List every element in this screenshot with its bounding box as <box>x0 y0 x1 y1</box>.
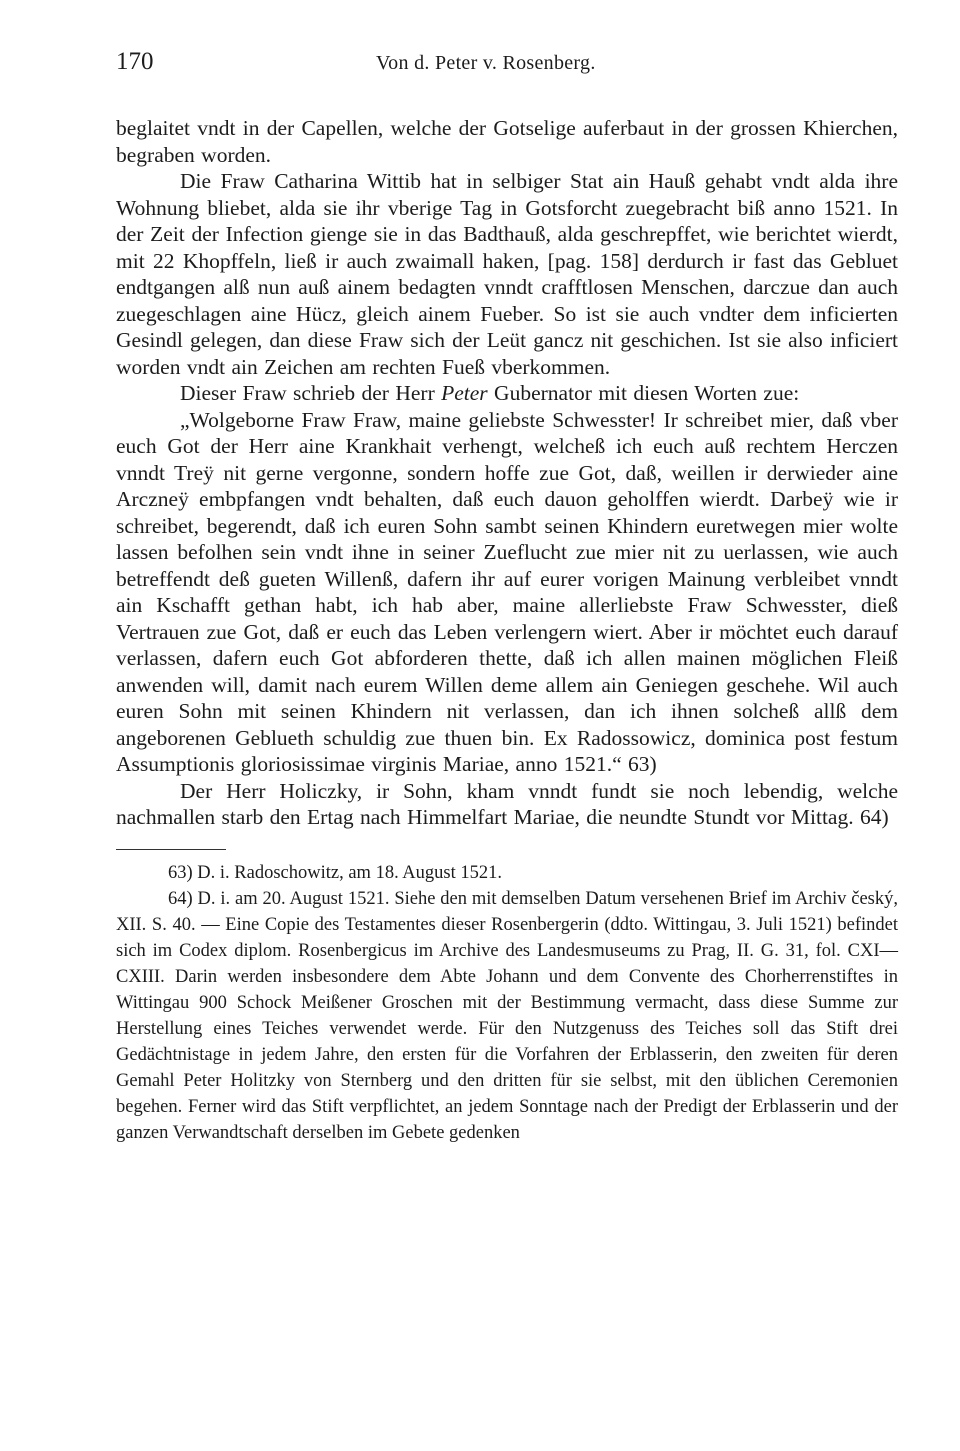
paragraph-letter: „Wolgeborne Fraw Fraw, maine geliebste Schwesster! Ir schreibet mier, daß vber euch Got der Herr aine Krankhait verhengt, welcheß ich euch auß rechtem Herczen vnndt Treÿ nit gerne vergonne, sondern hoffe zue Got, daß, weillen ir derwieder aine Arczneÿ embpfangen vndt behalten, daß euch dauon geholffen wierdt. Darbeÿ wie ir schreibet, begerendt, daß ich euren Sohn sambt seinen Khindern euretwegen mier wolte lassen befolhen sein vndt ihne in seiner Zueflucht zue mier nit zu uerlassen, wie auch betreffendt deß gueten Willenß, dafern ihr auf eurer vorigen Mainung verbleibet vnndt ain Kschafft gethan habt, ich hab aber, maine allerliebste Fraw Schwesster, dieß Vertrauen zue Got, daß er euch das Leben verlengern wiert. Aber ir möchtet euch darauf verlassen, dafern euch Got abforderen thette, daß ich allen mainen möglichen Fleiß anwenden will, damit nach eurem Willen deme allem ain Geniegen geschehe. Wil auch euren Sohn mit seinen Khindern nit verlassen, dan ich ihnen solcheß allß dem angeborenen Geblueth schuldig zue thuen bin. Ex Radossowicz, dominica post festum Assumptionis gloriosissimae virginis Mariae, anno 1521.“ 63) <box>116 407 898 776</box>
main-text <box>116 115 898 831</box>
paragraph-2: Die Fraw Catharina Wittib hat in selbiger Stat ain Hauß gehabt vndt alda ihre Wohnung bliebet, alda sie ihr vberige Tag in Gotsforcht zuegebracht biß anno 1521. In der Zeit der Infection gienge sie in das Badthauß, alda geschrepffet, wie berichtet wierdt, mit 22 Khopffeln, ließ ir auch zwaimall haken, [pag. 158] derdurch ir fast das Gebluet endtgangen alß nun auß ainem bedagten vnndt crafftlosen Menschen, darczue dan auch zuegeschlagen aine Hücz, gleich ainem Fueber. So ist sie auch vndter dem inficierten Gesindl gelegen, dan diese Fraw sich der Leüt gancz nit geschichen. Ist sie also inficiert worden vndt ain Zeichen am rechten Fueß vberkommen. <box>116 169 898 379</box>
book-page <box>116 48 898 1146</box>
footnote-64: 64) D. i. am 20. August 1521. Siehe den mit demselben Datum versehenen Brief im Archiv český, XII. S. 40. — Eine Copie des Testamentes dieser Rosenbergerin (ddto. Wittingau, 3. Juli 1521) befindet sich im Codex diplom. Rosenbergicus im Archive des Landesmuseums zu Prag, II. G. 31, fol. CXI—CXIII. Darin werden insbesondere dem Abte Johann und dem Convente des Chorherrenstiftes in Wittingau 900 Schock Meißener Groschen mit der Bestimmung vermacht, dass diese Summe zur Herstellung eines Teiches verwendet werde. Für den Nutzgenuss des Teiches soll das Stift drei Gedächtnistage in jedem Jahre, den ersten für die Vorfahren der Erblasserin, den zweiten für deren Gemahl Peter Holitzky von Sternberg und den dritten für sie selbst, mit den üblichen Ceremonien begehen. Ferner wird das Stift verpflichtet, an jedem Sonntage nach der Predigt der Erblasserin und der ganzen Verwandtschaft derselben im Gebete gedenken <box>116 888 898 1143</box>
running-head: Von d. Peter v. Rosenberg. <box>376 52 596 74</box>
page-header <box>116 48 898 88</box>
footnote-63: 63) D. i. Radoschowitz, am 18. August 1521. <box>168 862 503 883</box>
paragraph-3-start: Dieser Fraw schrieb der Herr <box>180 381 442 405</box>
paragraph-1: beglaitet vndt in der Capellen, welche der Gotselige auferbaut in der grossen Khierchen, begraben worden. <box>116 116 898 167</box>
paragraph-3-end: Gubernator mit diesen Worten zue: <box>487 381 800 405</box>
paragraph-5: Der Herr Holiczky, ir Sohn, kham vnndt fundt sie noch lebendig, welche nachmallen starb den Ertag nach Himmelfart Mariae, die neundte Stundt vor Mittag. 64) <box>116 778 898 829</box>
paragraph-3 <box>116 380 898 407</box>
footnote-divider <box>116 849 226 850</box>
emphasized-name: Peter <box>441 381 488 405</box>
footnotes <box>116 860 898 1146</box>
page-number: 170 <box>116 48 154 75</box>
